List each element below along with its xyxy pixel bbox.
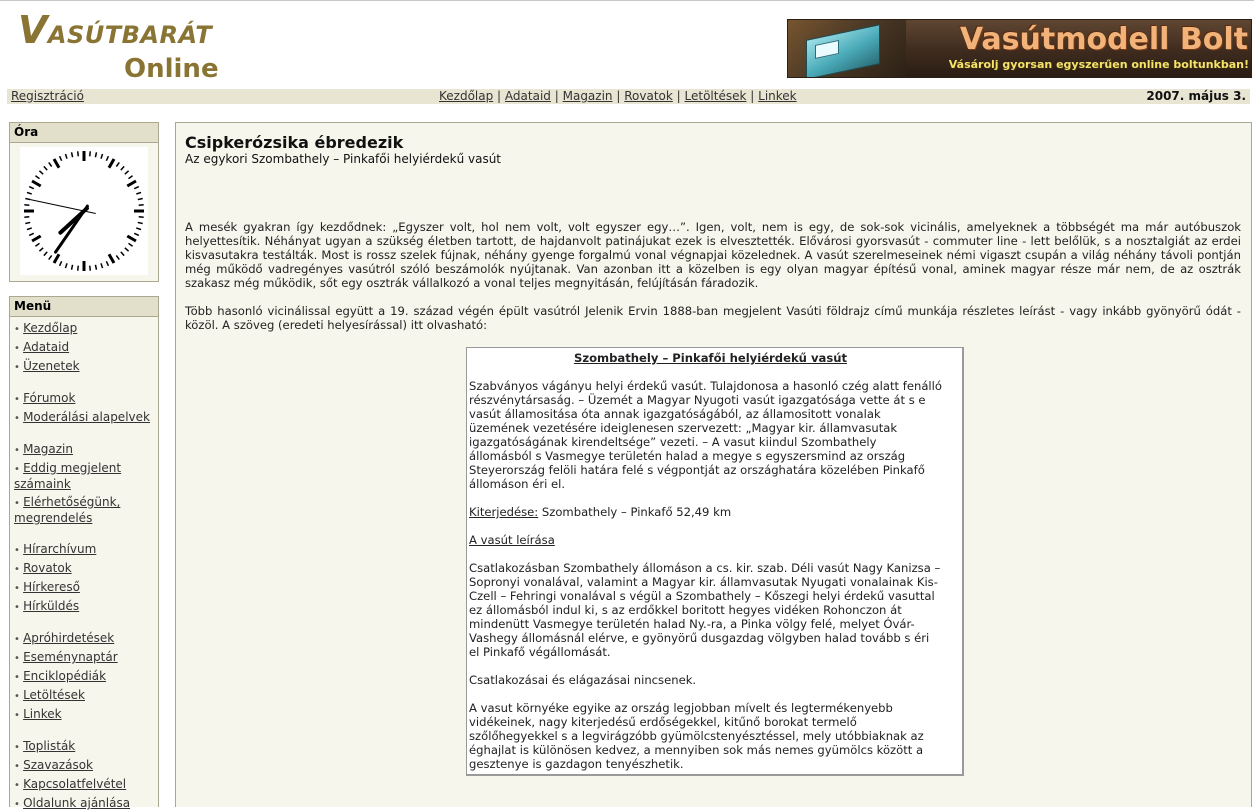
nav-separator: | <box>497 89 502 103</box>
clock-panel-title: Óra <box>10 123 158 143</box>
menu-bullet-icon: • <box>14 672 24 683</box>
current-date: 2007. május 3. <box>1146 89 1246 103</box>
quote-extent <box>469 505 942 519</box>
menu-link-kezdolap[interactable]: Kezdőlap <box>23 321 78 335</box>
clock-tick <box>125 248 129 251</box>
extent-value: Szombathely – Pinkafő 52,49 km <box>538 505 732 519</box>
menu-bullet-icon: • <box>14 343 24 354</box>
menu-group-spacer <box>14 378 158 391</box>
clock-tick <box>109 159 114 168</box>
clock-tick <box>32 181 41 186</box>
menu-item-hirarchivum <box>14 542 158 558</box>
clock-tick <box>128 176 132 179</box>
clock-tick <box>121 252 124 256</box>
clock-tick <box>134 233 139 235</box>
clock-tick <box>44 252 47 256</box>
menu-bullet-icon: • <box>14 413 24 424</box>
clock-tick <box>72 152 73 157</box>
clock-tick <box>116 162 119 166</box>
menu-group-spacer <box>14 429 158 442</box>
menu-bullet-icon: • <box>14 545 24 556</box>
register-link[interactable]: Regisztráció <box>11 89 84 103</box>
menu-item-letoltesek <box>14 688 158 704</box>
clock-tick <box>29 187 34 189</box>
clock-tick <box>90 266 91 271</box>
clock-tick <box>106 156 108 161</box>
menu-link-hirkereso[interactable]: Hírkereső <box>23 580 80 594</box>
menu-item-kezdolap <box>14 321 158 337</box>
site-logo[interactable] <box>18 8 238 86</box>
banner-subtitle: Vásárolj gyorsan egyszerűen online boltunkban! <box>948 58 1249 71</box>
menu-link-elerhetosegunk-megrendeles[interactable]: Elérhetőségünk, megrendelés <box>14 495 121 525</box>
clock-tick <box>138 199 143 200</box>
menu-title: Menü <box>10 297 158 317</box>
menu-item-hirkuldes <box>14 599 158 615</box>
menu-bullet-icon: • <box>14 394 24 405</box>
locomotive-icon <box>806 24 880 78</box>
menu-link-rovatok[interactable]: Rovatok <box>23 561 72 575</box>
top-nav-bar <box>7 89 1250 104</box>
menu-item-adataid <box>14 340 158 356</box>
clock-tick <box>138 222 143 223</box>
menu-link-szavazasok[interactable]: Szavazások <box>23 758 93 772</box>
quote-paragraph: Csatlakozásai és elágazásai nincsenek. <box>469 673 697 687</box>
menu-item-forumok <box>14 391 158 407</box>
menu-link-kapcsolatfelvetel[interactable]: Kapcsolatfelvétel <box>23 777 127 791</box>
menu-bullet-icon: • <box>14 742 24 753</box>
quote-paragraph: Szabványos vágányu helyi érdekű vasút. Tulajdonosa a hasonló czég alatt fenálló részvénytársaság. – Üzemét a Magyar Nyugoti vasút igazgatósága vette át s e vasút államositása óta annak igazgatóságából, az államositott vonalak üzemének vezetésére ideiglenesen szervezett: „Magyar kir. államvasutak igazgatóságának kirendeltsége” vezeti. – A vasut kiindul Szombathely állomásból s Vasmegye területén halad a megye s egyszersmind az ország Steyerország felöli határa felé s végpontját az országhatára közelében Pinkafő állomáson éri el. <box>469 379 942 491</box>
extent-label: Kiterjedése: <box>469 505 539 519</box>
clock-tick <box>44 166 47 170</box>
menu-bullet-icon: • <box>14 653 24 664</box>
menu-bullet-icon: • <box>14 761 24 772</box>
quote-title: Szombathely – Pinkafői helyiérdekű vasút <box>573 351 848 365</box>
menu-group-spacer <box>14 618 158 631</box>
nav-link-columns[interactable]: Rovatok <box>624 89 673 103</box>
nav-link-magazine[interactable]: Magazin <box>562 89 613 103</box>
clock-tick <box>65 154 67 159</box>
clock-tick <box>24 205 29 206</box>
clock-tick <box>24 217 29 218</box>
clock-tick <box>95 152 96 157</box>
menu-link-esemenynaptar[interactable]: Eseménynaptár <box>23 650 118 664</box>
clock-tick <box>27 228 32 230</box>
clock-tick <box>60 261 62 266</box>
menu-link-magazin[interactable]: Magazin <box>23 442 73 456</box>
article-paragraph: A mesék gyakran így kezdődnek: „Egyszer volt, hol nem volt, volt egyszer egy…”. Igen, volt, nem is egy, de sok-sok vicinális, amelyeknek a többségét ma már autóbuszok helyettesítik. Néhányat ugyan a szükség életben tartott, de hajdanvolt patinájukat ezek is elvesztették. Elővárosi gyorsvasút - commuter line - lett belőlük, s a nosztalgiát az erdei kisvasutakra testálták. Most is rossz szelek fújnak, néhány gyenge forgalmú vonal végnapjai közelednek. A vasút szerelmeseinek némi vigaszt csupán a világ néhány távoli pontján még működő vadregényes vasútról szóló beszámolók nyújtanak. Van azonban itt a közelben is egy olyan magyar építésű vonal, aminek magyar része már nem, de az osztrák szakasz még működik, sőt egy osztrák vállalkozó a vonal teljes megnyitásán, felújításán fáradozik. <box>185 220 1241 290</box>
clock-tick <box>116 255 119 259</box>
nav-separator: | <box>676 89 681 103</box>
clock-tick <box>72 265 73 270</box>
nav-link-home[interactable]: Kezdőlap <box>439 89 494 103</box>
clock-tick <box>127 181 136 186</box>
menu-bullet-icon: • <box>14 564 24 575</box>
clock-tick <box>121 166 124 170</box>
clock-tick <box>125 171 129 174</box>
nav-link-links[interactable]: Linkek <box>758 89 797 103</box>
logo-title: VASÚTBARÁT <box>18 8 213 52</box>
article-paragraph: Több hasonló vicinálissal együtt a 19. század végén épült vasútról Jelenik Ervin 1888-ban megjelent Vasúti földrajz című munkája részletes leírást - vagy inkább gyönyörű ódát - közöl. A szöveg (eredeti helyesírással) itt olvasható: <box>185 304 1241 332</box>
menu-bullet-icon: • <box>14 710 24 721</box>
menu-item-esemenynaptar <box>14 650 158 666</box>
clock-tick <box>25 222 30 223</box>
menu-bullet-icon: • <box>14 445 24 456</box>
menu-link-eddig-megjelent-szamaink[interactable]: Eddig megjelent számaink <box>14 461 122 491</box>
menu-item-oldalunk-ajanlasa <box>14 796 158 812</box>
menu-bullet-icon: • <box>14 691 24 702</box>
menu-item-rovatok <box>14 561 158 577</box>
nav-link-downloads[interactable]: Letöltések <box>684 89 747 103</box>
clock-tick <box>95 265 96 270</box>
banner-title: Vasútmodell Bolt <box>959 22 1248 57</box>
menu-item-hirkereso <box>14 580 158 596</box>
menu-bullet-icon: • <box>14 464 24 475</box>
clock-tick <box>101 263 103 268</box>
clock-tick <box>29 233 34 235</box>
menu-bullet-icon: • <box>14 780 24 791</box>
clock-tick <box>106 261 108 266</box>
menu-bullet-icon: • <box>14 634 24 645</box>
menu-item-eddig-megjelent-szamaink <box>14 461 158 492</box>
clock-tick <box>109 254 114 263</box>
quoted-text-box <box>466 347 964 776</box>
clock-face-icon <box>20 147 148 275</box>
menu-link-uzenetek[interactable]: Üzenetek <box>23 359 80 373</box>
nav-link-profile[interactable]: Adataid <box>504 89 551 103</box>
clock-tick <box>127 236 136 241</box>
clock-tick <box>90 151 91 156</box>
menu-link-oldalunk-ajanlasa[interactable]: Oldalunk ajánlása <box>23 796 131 810</box>
clock-tick <box>65 263 67 268</box>
clock-tick <box>39 171 43 174</box>
menu-group-spacer <box>14 529 158 542</box>
menu-link-toplistak[interactable]: Toplisták <box>23 739 76 753</box>
clock-tick <box>54 254 59 263</box>
menu-link-enciklopediak[interactable]: Enciklopédiák <box>23 669 107 683</box>
menu-item-magazin <box>14 442 158 458</box>
clock-tick <box>136 192 141 194</box>
menu-item-linkek <box>14 707 158 723</box>
clock-tick <box>49 255 52 259</box>
menu-bullet-icon: • <box>14 602 24 613</box>
article-title: Csipkerózsika ébredezik <box>185 133 404 152</box>
clock-panel <box>9 122 159 282</box>
nav-separator: | <box>616 89 621 103</box>
menu-link-forumok[interactable]: Fórumok <box>23 391 76 405</box>
menu-group-spacer <box>14 726 158 739</box>
clock-tick <box>128 243 132 246</box>
menu-link-adataid[interactable]: Adataid <box>23 340 70 354</box>
clock-tick <box>35 243 39 246</box>
article-subtitle: Az egykori Szombathely – Pinkafői helyiérdekű vasút <box>185 152 502 166</box>
quote-paragraph: A vasut környéke egyike az ország legjobban mívelt és legtermékenyebb vidékeinek, nagy kiterjedésű erdőségekkel, kitűnő borokat termelő szőlőhegyekkel s a legvirágzóbb gyümölcstenyésztéssel, mely utóbbiaknak az éghajlat is különösen kedvez, a mennyiben sok más nemes gyümölcs között a gesztenye is gazdagon tenyészhetik. <box>469 701 924 771</box>
top-border <box>0 0 1254 1</box>
menu-list <box>10 317 158 812</box>
quote-section-heading: A vasút leírása <box>469 533 555 547</box>
menu-link-hirarchivum[interactable]: Hírarchívum <box>23 542 97 556</box>
clock-tick <box>49 162 52 166</box>
clock-tick <box>39 248 43 251</box>
menu-item-uzenetek <box>14 359 158 375</box>
clock-tick <box>136 228 141 230</box>
menu-item-szavazasok <box>14 758 158 774</box>
clock-tick <box>60 156 62 161</box>
menu-link-linkek[interactable]: Linkek <box>23 707 62 721</box>
clock-tick <box>139 217 144 218</box>
menu-link-hirkuldes[interactable]: Hírküldés <box>23 599 80 613</box>
train-image <box>788 20 906 77</box>
menu-item-elerhetosegunk-megrendeles <box>14 495 158 526</box>
menu-item-toplistak <box>14 739 158 755</box>
clock-tick <box>101 154 103 159</box>
logo-subtitle: Online <box>124 54 219 84</box>
main-content <box>175 122 1252 807</box>
main-nav <box>439 89 797 104</box>
clock-tick <box>27 192 32 194</box>
menu-link-aprohirdetesek[interactable]: Apróhirdetések <box>23 631 115 645</box>
menu-item-kapcsolatfelvetel <box>14 777 158 793</box>
menu-item-aprohirdetesek <box>14 631 158 647</box>
menu-bullet-icon: • <box>14 799 24 810</box>
shop-banner[interactable] <box>787 19 1252 78</box>
menu-bullet-icon: • <box>14 498 24 509</box>
clock-minute-hand <box>56 206 88 252</box>
clock-tick <box>134 187 139 189</box>
menu-item-moderalasi-alapelvek <box>14 410 158 426</box>
clock-tick <box>54 159 59 168</box>
side-menu <box>9 296 159 810</box>
clock-tick <box>78 266 79 271</box>
menu-bullet-icon: • <box>14 583 24 594</box>
menu-bullet-icon: • <box>14 362 24 373</box>
menu-bullet-icon: • <box>14 324 24 335</box>
menu-link-moderalasi-alapelvek[interactable]: Moderálási alapelvek <box>23 410 150 424</box>
clock-tick <box>139 205 144 206</box>
menu-link-letoltesek[interactable]: Letöltések <box>23 688 85 702</box>
clock-tick <box>32 236 41 241</box>
clock-tick <box>78 151 79 156</box>
quote-paragraph: Csatlakozásban Szombathely állomáson a cs. kir. szab. Déli vasút Nagy Kanizsa – Sopronyi vonalával, valamint a Magyar kir. államvasutak Nyugati vonalainak Kis-Czell – Fehringi vonalával s végül a Szombathely – Kőszegi helyi érdekű vasuttal ez állomásból indul ki, s az erdőkkel boritott hegyes vidéken Rohonczon át mindenütt Vasmegye területén halad Ny.-ra, a Pinka völgy felé, melyet Óvár-Vashegy állomásnál elérve, e gyönyörű dusgazdag völgyben halad tovább s éri el Pinkafő végállomását. <box>469 561 941 659</box>
clock-tick <box>35 176 39 179</box>
menu-item-enciklopediak <box>14 669 158 685</box>
analog-clock <box>20 147 148 275</box>
nav-separator: | <box>554 89 559 103</box>
nav-separator: | <box>750 89 755 103</box>
